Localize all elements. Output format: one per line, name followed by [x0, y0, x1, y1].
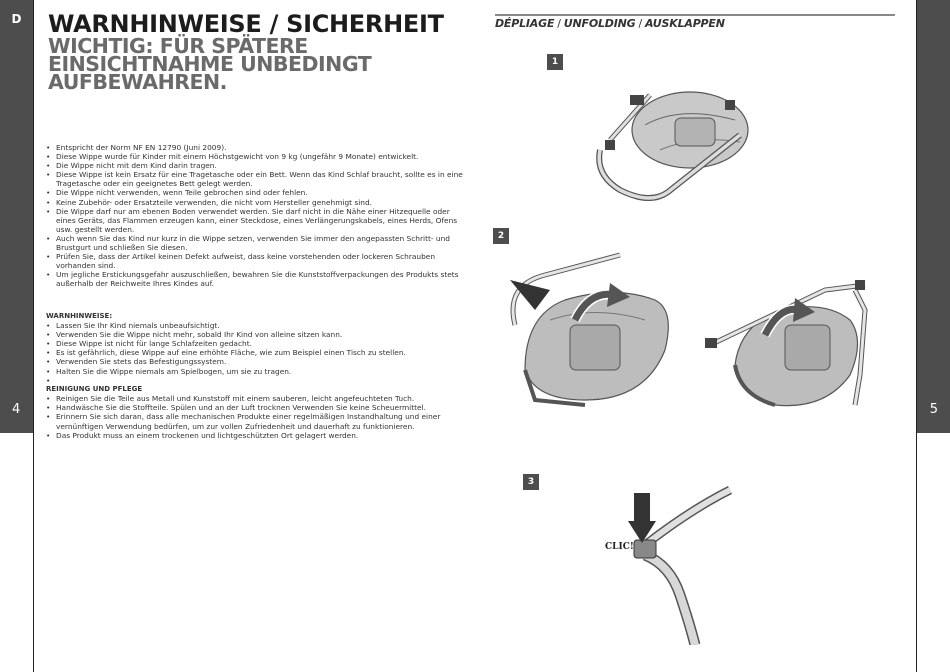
list-item: • Keine Zubehör- oder Ersatzteile verwenden, die nicht vom Hersteller genehmigt sind.: [46, 198, 466, 207]
list-item: • Prüfen Sie, dass der Artikel keinen Defekt aufweist, dass keine vorstehenden oder lockeren Schrauben vorhanden sind.: [46, 252, 466, 270]
left-border-line: [33, 0, 34, 672]
list-item: • Um jegliche Erstickungsgefahr auszuschließen, bewahren Sie die Kunststoffverpackungen des Produkts stets außerhalb der Reichweite Ihres Kindes auf.: [46, 270, 466, 288]
folded-bouncer-illustration: [590, 80, 760, 215]
right-side-tab: [917, 0, 950, 433]
header-separator: /: [557, 17, 561, 30]
care-list: [46, 394, 466, 439]
step-badge-2: 2: [493, 228, 509, 244]
page-subtitle: [48, 34, 448, 94]
list-item: • Entspricht der Norm NF EN 12790 (Juni 2009).: [46, 143, 466, 152]
list-item: • Diese Wippe ist nicht für lange Schlafzeiten gedacht.: [46, 339, 466, 348]
list-item: • Handwäsche Sie die Stoffteile. Spülen und an der Luft trocknen Verwenden Sie keine Scheuermittel.: [46, 403, 466, 412]
step-badge-1: 1: [547, 54, 563, 70]
list-item: • Auch wenn Sie das Kind nur kurz in die Wippe setzen, verwenden Sie immer den angepassten Schritt- und Brustgurt und schließen Sie diesen.: [46, 234, 466, 252]
list-item: • Die Wippe nicht mit dem Kind darin tragen.: [46, 161, 466, 170]
subtitle-line: AUFBEWAHREN.: [48, 70, 227, 94]
safety-text: [46, 143, 466, 440]
header-de: AUSKLAPPEN: [644, 17, 725, 30]
list-item: • Halten Sie die Wippe niemals am Spielbogen, um sie zu tragen.: [46, 367, 466, 376]
list-item: • Die Wippe darf nur am ebenen Boden verwendet werden. Sie darf nicht in die Nähe einer Hitzequelle oder eines Geräts, das Flammen erzeugen kann, einer Steckdose, eines Verlängerungskabels, eines Herds, Ofens usw. gestellt werden.: [46, 207, 466, 234]
clic-lock-illustration: [620, 485, 735, 645]
unfolding-bouncer-illustration: [505, 250, 680, 410]
header-fr: DÉPLIAGE: [495, 17, 555, 30]
language-code: D: [11, 12, 22, 26]
page-number-right: 5: [929, 402, 938, 417]
list-item: • Es ist gefährlich, diese Wippe auf eine erhöhte Fläche, wie zum Beispiel einen Tisch zu stellen.: [46, 348, 466, 357]
list-item: [46, 376, 466, 385]
list-item: • Lassen Sie Ihr Kind niemals unbeaufsichtigt.: [46, 321, 466, 330]
list-item: • Reinigen Sie die Teile aus Metall und Kunststoff mit einem sauberen, leicht angefeuchteten Tuch.: [46, 394, 466, 403]
list-item: • Das Produkt muss an einem trockenen und lichtgeschützten Ort gelagert werden.: [46, 431, 466, 440]
right-border-line: [916, 0, 917, 672]
list-item: • Diese Wippe ist kein Ersatz für eine Tragetasche oder ein Bett. Wenn das Kind Schlaf braucht, sollte es in eine Tragetasche oder ein geeignetes Bett gelegt werden.: [46, 170, 466, 188]
warning-list: [46, 321, 466, 386]
general-list: [46, 143, 466, 289]
subtitle-line: EINSICHTNAHME UNBEDINGT: [48, 52, 372, 76]
list-item: • Die Wippe nicht verwenden, wenn Teile gebrochen sind oder fehlen.: [46, 188, 466, 197]
care-heading: REINIGUNG UND PFLEGE: [46, 385, 143, 394]
step-badge-3: 3: [523, 474, 539, 490]
subtitle-line: WICHTIG: FÜR SPÄTERE: [48, 34, 308, 58]
header-en: UNFOLDING: [563, 17, 636, 30]
warning-heading: WARNHINWEISE:: [46, 311, 113, 320]
list-item: • Verwenden Sie stets das Befestigungssystem.: [46, 357, 466, 366]
left-side-tab: [0, 0, 33, 433]
unfolding-bouncer-side-illustration: [705, 280, 875, 420]
unfolding-header: [495, 17, 725, 30]
list-item: • Verwenden Sie die Wippe nicht mehr, sobald Ihr Kind von alleine sitzen kann.: [46, 330, 466, 339]
page-number-left: 4: [12, 402, 21, 417]
list-item: • Erinnern Sie sich daran, dass alle mechanischen Produkte einer regelmäßigen Instandhaltung und einer vernünftigen Verwendung bedürfen, um zur vollen Zufriedenheit und dauerhaft zu funktionieren.: [46, 412, 466, 430]
list-item: • Diese Wippe wurde für Kinder mit einem Höchstgewicht von 9 kg (ungefähr 9 Monate) entwickelt.: [46, 152, 466, 161]
page-title: WARNHINWEISE / SICHERHEIT: [48, 10, 444, 38]
clic-label: CLIC!: [605, 542, 634, 552]
header-rule: [495, 14, 895, 16]
header-separator: /: [638, 17, 642, 30]
